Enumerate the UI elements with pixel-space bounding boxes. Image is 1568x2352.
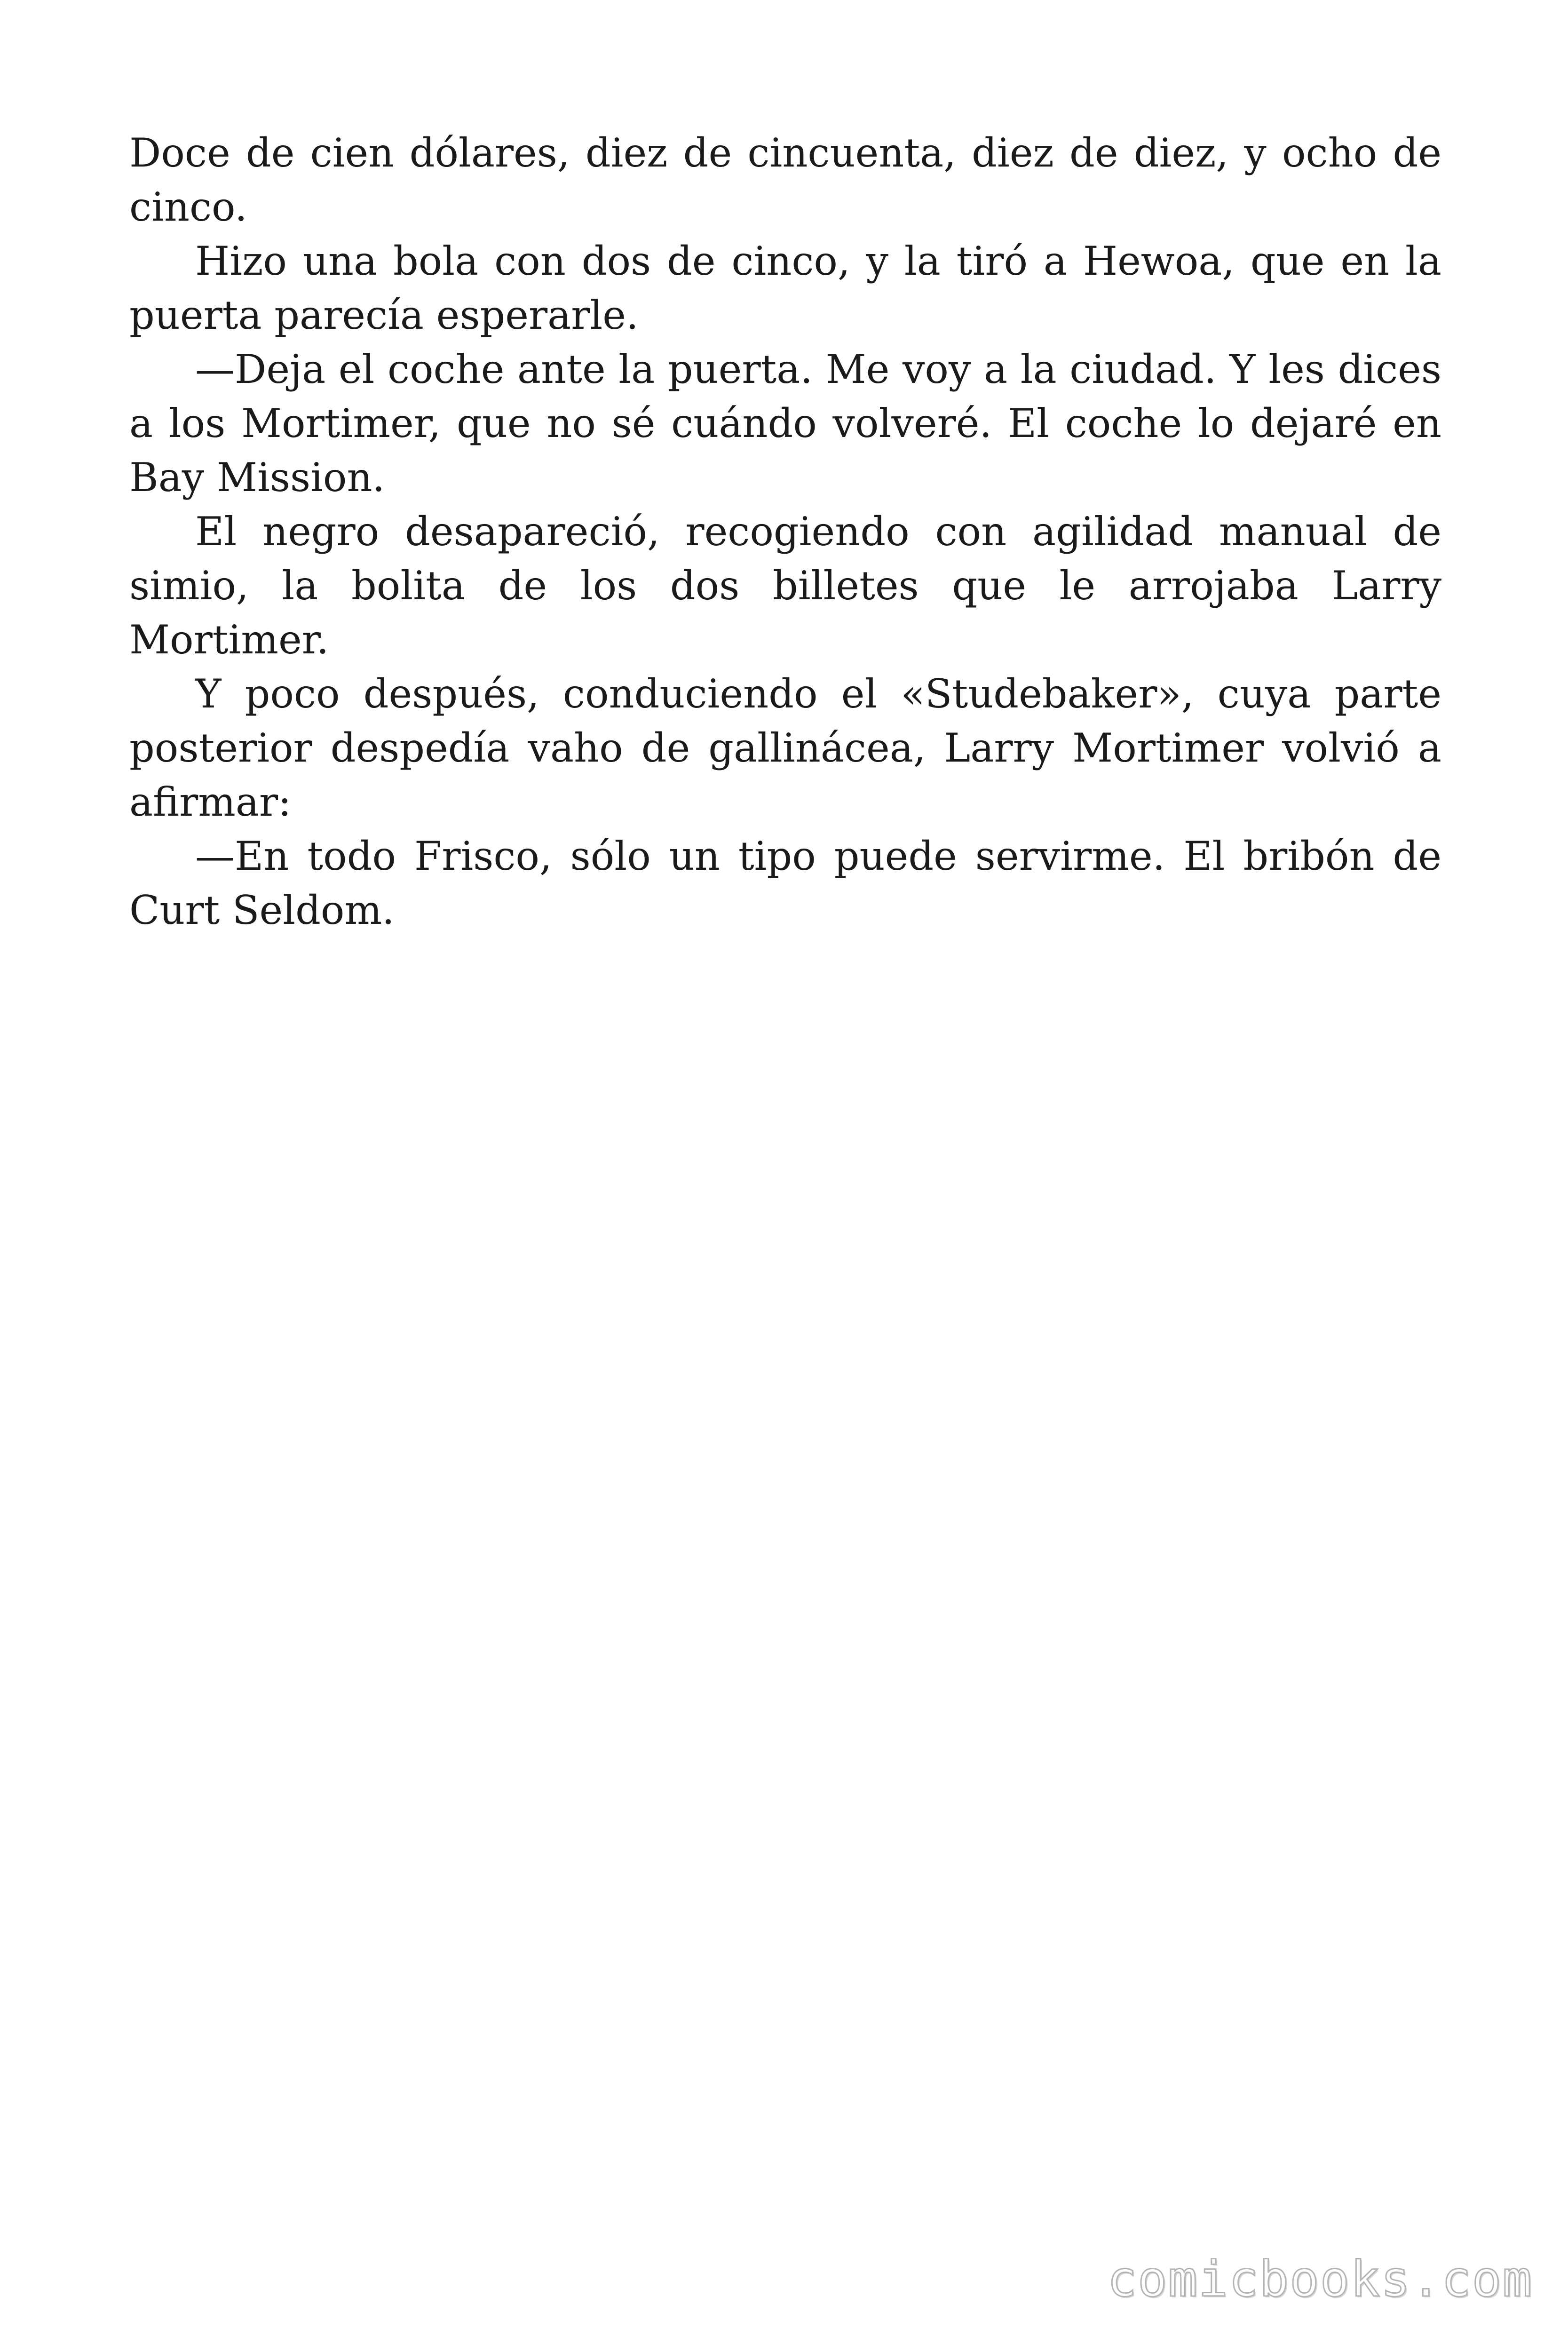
watermark: comicbooks.com (1107, 2250, 1533, 2308)
body-text (129, 126, 1441, 938)
paragraph: El negro desapareció, recogiendo con agilidad manual de simio, la bolita de los dos billetes que le arrojaba Larry Mortimer. (129, 509, 1441, 663)
paragraph: Y poco después, conduciendo el «Studebaker», cuya parte posterior despedía vaho de gallinácea, Larry Mortimer volvió a afirmar: (129, 671, 1441, 825)
paragraph: Doce de cien dólares, diez de cincuenta, diez de diez, y ocho de cinco. (129, 130, 1441, 230)
paragraph: —Deja el coche ante la puerta. Me voy a la ciudad. Y les dices a los Mortimer, que no sé cuándo volveré. El coche lo dejaré en Bay Mission. (129, 346, 1441, 501)
paragraph: —En todo Frisco, sólo un tipo puede servirme. El bribón de Curt Seldom. (129, 833, 1441, 933)
paragraph: Hizo una bola con dos de cinco, y la tiró a Hewoa, que en la puerta parecía esperarle. (129, 238, 1441, 338)
